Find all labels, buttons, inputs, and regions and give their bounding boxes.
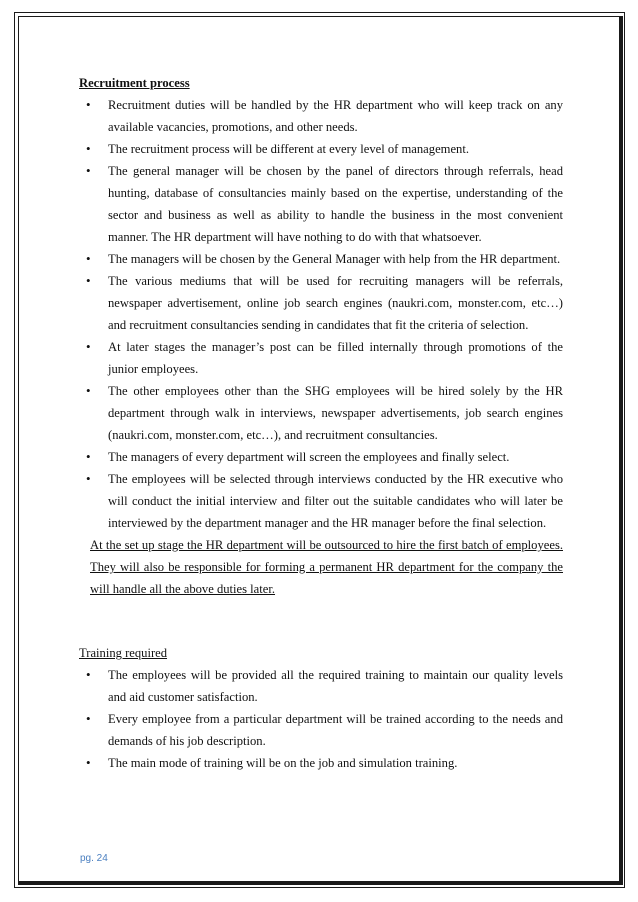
list-item: • The recruitment process will be different at every level of management. bbox=[79, 138, 563, 160]
list-item: • The managers of every department will screen the employees and finally select. bbox=[79, 446, 563, 468]
recruitment-heading: Recruitment process bbox=[79, 76, 190, 90]
list-item: • The managers will be chosen by the General Manager with help from the HR department. bbox=[79, 248, 563, 270]
training-heading: Training required bbox=[79, 646, 168, 660]
section-spacer bbox=[79, 600, 563, 642]
list-item: • The various mediums that will be used for recruiting managers will be referrals, newspaper advertisement, online job search engines (naukri.com, monster.com, etc…) and recruitment consultancies sending in candidates that fit the criteria of selection. bbox=[79, 270, 563, 336]
training-list bbox=[79, 664, 563, 774]
list-item: • Recruitment duties will be handled by the HR department who will keep track on any available vacancies, promotions, and other needs. bbox=[79, 94, 563, 138]
list-item: • The employees will be provided all the required training to maintain our quality levels and aid customer satisfaction. bbox=[79, 664, 563, 708]
recruitment-list bbox=[79, 94, 563, 534]
list-item: • At later stages the manager’s post can be filled internally through promotions of the junior employees. bbox=[79, 336, 563, 380]
recruitment-note: At the set up stage the HR department will be outsourced to hire the first batch of employees. They will also be responsible for forming a permanent HR department for the company the will handle all the above duties later. bbox=[90, 538, 563, 596]
page-number: pg. 24 bbox=[80, 853, 108, 864]
list-item: • The other employees other than the SHG employees will be hired solely by the HR department through walk in interviews, newspaper advertisements, job search engines (naukri.com, monster.com, etc…), and recruitment consultancies. bbox=[79, 380, 563, 446]
list-item: • The main mode of training will be on the job and simulation training. bbox=[79, 752, 563, 774]
list-item: • The general manager will be chosen by the panel of directors through referrals, head hunting, database of consultancies mainly based on the expertise, understanding of the sector and business as well as ability to handle the business in the most convenient manner. The HR department will have nothing to do with that whatsoever. bbox=[79, 160, 563, 248]
document-body bbox=[79, 72, 563, 774]
list-item: • Every employee from a particular department will be trained according to the needs and demands of his job description. bbox=[79, 708, 563, 752]
list-item: • The employees will be selected through interviews conducted by the HR executive who will conduct the initial interview and filter out the suitable candidates who will later be interviewed by the department manager and the HR manager before the final selection. bbox=[79, 468, 563, 534]
